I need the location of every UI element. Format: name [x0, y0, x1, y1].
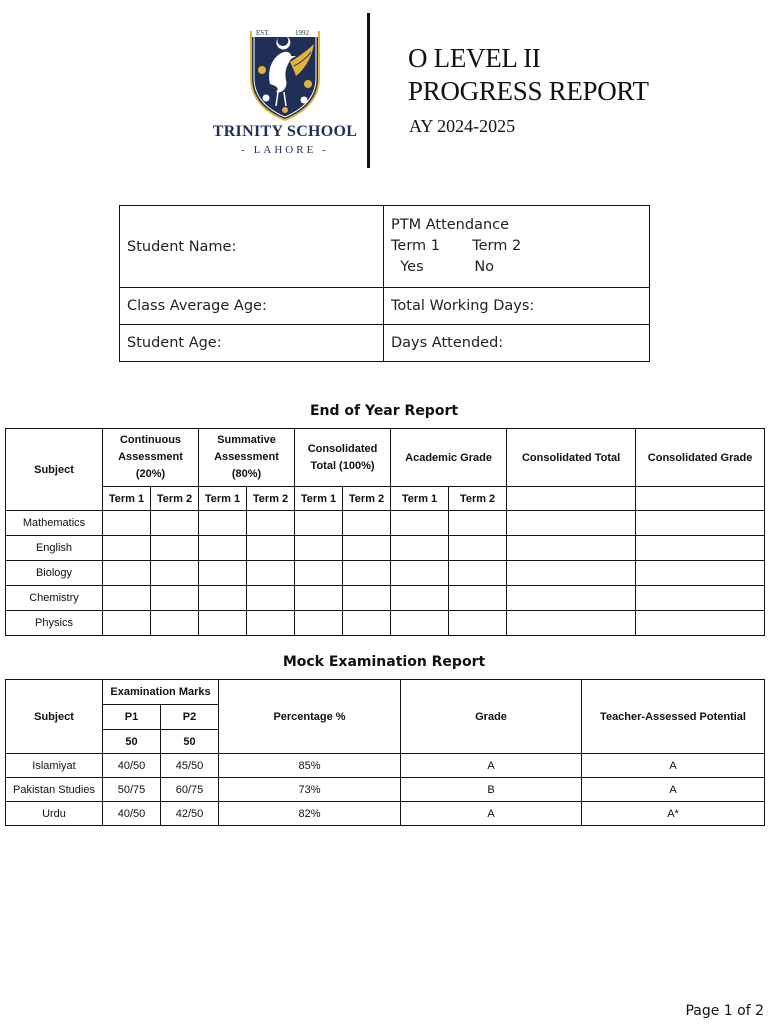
mock-p2-header: P2 [161, 705, 219, 730]
mock-potential-cell: A* [582, 802, 765, 826]
mock-grade-header: Grade [401, 680, 582, 754]
eoy-empty-cell [343, 611, 391, 636]
eoy-empty-cell [343, 586, 391, 611]
eoy-subject-cell: English [6, 536, 103, 561]
school-logo [210, 26, 360, 166]
eoy-empty-cell [449, 561, 507, 586]
eoy-empty-cell [391, 586, 449, 611]
eoy-empty-cell [391, 611, 449, 636]
eoy-continuous-assessment-header: Continuous Assessment (20%) [103, 429, 199, 487]
eoy-empty-cell [391, 536, 449, 561]
mock-p2-cell: 45/50 [161, 754, 219, 778]
header-divider [367, 13, 370, 168]
eoy-subject-cell: Chemistry [6, 586, 103, 611]
eoy-term-header: Term 1 [391, 487, 449, 511]
eoy-empty-cell [343, 536, 391, 561]
eoy-empty-cell [295, 536, 343, 561]
mock-p1-cell: 40/50 [103, 802, 161, 826]
eoy-empty-cell [199, 536, 247, 561]
ptm-answers: Yes No [391, 259, 495, 275]
eoy-term-header: Term 2 [247, 487, 295, 511]
eoy-empty-cell [295, 561, 343, 586]
eoy-empty-cell [151, 511, 199, 536]
eoy-subject-header: Subject [6, 429, 103, 511]
report-title [408, 42, 649, 108]
eoy-consolidated-total-pct-header: Consolidated Total (100%) [295, 429, 391, 487]
eoy-summative-assessment-header: Summative Assessment (80%) [199, 429, 295, 487]
eoy-empty-cell [295, 611, 343, 636]
ptm-terms: Term 1 Term 2 [391, 238, 522, 254]
eoy-empty-cell [199, 561, 247, 586]
table-row [6, 802, 765, 826]
eoy-empty-cell [295, 586, 343, 611]
eoy-empty-cell [636, 511, 765, 536]
mock-percentage-cell: 73% [219, 778, 401, 802]
eoy-empty-cell [507, 536, 636, 561]
eoy-empty-cell [449, 536, 507, 561]
eoy-empty-cell [199, 511, 247, 536]
table-row [6, 561, 765, 586]
eoy-empty-cell [507, 487, 636, 511]
eoy-term-header: Term 1 [295, 487, 343, 511]
mock-p1-total: 50 [103, 730, 161, 754]
eoy-subject-cell: Biology [6, 561, 103, 586]
table-row [6, 536, 765, 561]
eoy-empty-cell [247, 511, 295, 536]
academic-year: AY 2024-2025 [409, 116, 516, 136]
table-row [6, 586, 765, 611]
mock-grade-cell: B [401, 778, 582, 802]
logo-year-text: 1992 [295, 29, 309, 37]
table-row [6, 611, 765, 636]
mock-p2-total: 50 [161, 730, 219, 754]
eoy-empty-cell [507, 586, 636, 611]
eoy-empty-cell [343, 511, 391, 536]
eoy-empty-cell [343, 561, 391, 586]
eoy-empty-cell [636, 487, 765, 511]
eoy-empty-cell [103, 536, 151, 561]
mock-p2-cell: 60/75 [161, 778, 219, 802]
eoy-empty-cell [636, 561, 765, 586]
mock-potential-header: Teacher-Assessed Potential [582, 680, 765, 754]
eoy-empty-cell [247, 611, 295, 636]
student-age-label: Student Age: [120, 325, 384, 362]
mock-subject-cell: Urdu [6, 802, 103, 826]
mock-p2-cell: 42/50 [161, 802, 219, 826]
eoy-empty-cell [151, 586, 199, 611]
mock-potential-cell: A [582, 778, 765, 802]
mock-subject-cell: Pakistan Studies [6, 778, 103, 802]
mock-subject-cell: Islamiyat [6, 754, 103, 778]
end-of-year-table [5, 428, 765, 636]
end-of-year-title: End of Year Report [309, 403, 459, 419]
mock-p1-cell: 50/75 [103, 778, 161, 802]
eoy-empty-cell [636, 611, 765, 636]
mock-p1-header: P1 [103, 705, 161, 730]
mock-percentage-header: Percentage % [219, 680, 401, 754]
total-working-days-label: Total Working Days: [384, 288, 650, 325]
school-crest-icon [248, 26, 322, 122]
eoy-empty-cell [199, 586, 247, 611]
eoy-empty-cell [636, 586, 765, 611]
mock-exam-table [5, 679, 765, 826]
eoy-subject-cell: Mathematics [6, 511, 103, 536]
mock-percentage-cell: 82% [219, 802, 401, 826]
eoy-academic-grade-header: Academic Grade [391, 429, 507, 487]
eoy-empty-cell [103, 611, 151, 636]
eoy-empty-cell [247, 536, 295, 561]
eoy-empty-cell [151, 611, 199, 636]
table-row [6, 754, 765, 778]
eoy-consolidated-total-header: Consolidated Total [507, 429, 636, 487]
eoy-empty-cell [391, 511, 449, 536]
eoy-empty-cell [103, 586, 151, 611]
table-row [6, 778, 765, 802]
eoy-term-header: Term 2 [449, 487, 507, 511]
page-number: Page 1 of 2 [685, 1003, 764, 1019]
eoy-term-header: Term 1 [103, 487, 151, 511]
eoy-empty-cell [507, 511, 636, 536]
school-city: - LAHORE - [241, 144, 329, 156]
eoy-term-header: Term 2 [343, 487, 391, 511]
report-title-line1: O LEVEL II [408, 43, 541, 73]
mock-exam-marks-header: Examination Marks [103, 680, 219, 705]
eoy-term-header: Term 1 [199, 487, 247, 511]
eoy-empty-cell [636, 536, 765, 561]
mock-grade-cell: A [401, 802, 582, 826]
eoy-subject-cell: Physics [6, 611, 103, 636]
eoy-empty-cell [507, 611, 636, 636]
eoy-empty-cell [247, 586, 295, 611]
table-row [6, 511, 765, 536]
mock-subject-header: Subject [6, 680, 103, 754]
eoy-empty-cell [151, 536, 199, 561]
eoy-empty-cell [295, 511, 343, 536]
eoy-empty-cell [391, 561, 449, 586]
class-average-age-label: Class Average Age: [120, 288, 384, 325]
mock-grade-cell: A [401, 754, 582, 778]
eoy-empty-cell [199, 611, 247, 636]
days-attended-label: Days Attended: [384, 325, 650, 362]
logo-est-text: EST. [256, 29, 270, 37]
student-info-table [119, 205, 650, 362]
eoy-consolidated-grade-header: Consolidated Grade [636, 429, 765, 487]
eoy-term-header: Term 2 [151, 487, 199, 511]
eoy-empty-cell [449, 611, 507, 636]
mock-p1-cell: 40/50 [103, 754, 161, 778]
eoy-empty-cell [507, 561, 636, 586]
eoy-empty-cell [151, 561, 199, 586]
eoy-empty-cell [103, 511, 151, 536]
eoy-empty-cell [449, 511, 507, 536]
ptm-attendance-cell [384, 206, 650, 288]
eoy-empty-cell [103, 561, 151, 586]
mock-potential-cell: A [582, 754, 765, 778]
mock-percentage-cell: 85% [219, 754, 401, 778]
eoy-empty-cell [247, 561, 295, 586]
report-title-line2: PROGRESS REPORT [408, 76, 649, 106]
student-name-label: Student Name: [120, 206, 384, 288]
ptm-title: PTM Attendance [391, 217, 510, 233]
school-name: TRINITY SCHOOL [212, 123, 358, 140]
mock-exam-title: Mock Examination Report [282, 654, 486, 670]
eoy-empty-cell [449, 586, 507, 611]
